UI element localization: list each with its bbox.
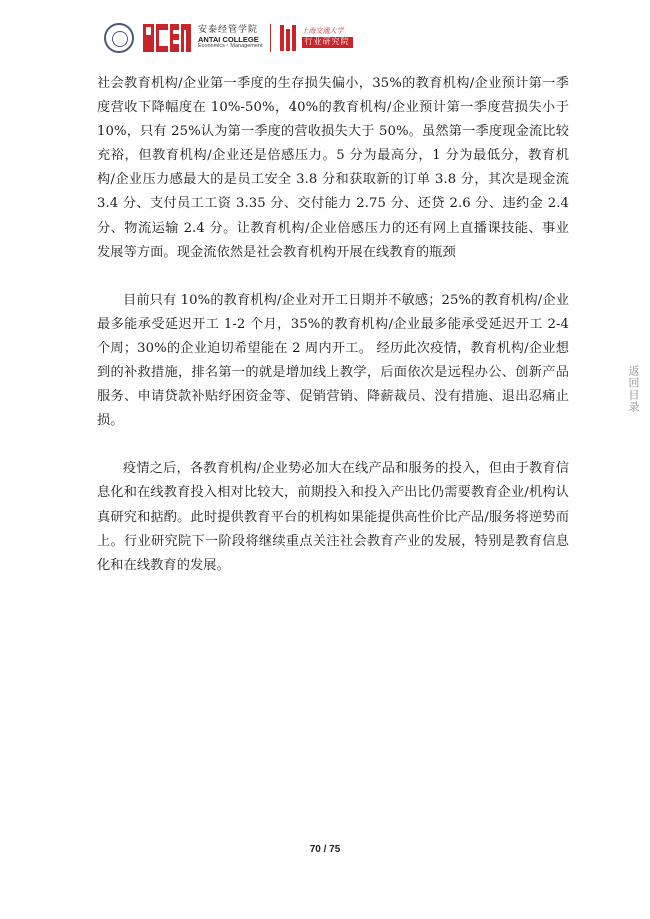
institute-name: 行业研究院 [302, 37, 353, 48]
institute-logo-icon [278, 23, 298, 53]
body-content [97, 72, 569, 578]
acem-logo-icon [142, 21, 192, 55]
back-to-contents-link[interactable]: 返回目录 [627, 365, 640, 413]
paragraph-3: 疫情之后，各教育机构/企业势必加大在线产品和服务的投入，但由于教育信息化和在线教育投入相对比较大，前期投入和投入产出比仍需要教育企业/机构认真研究和掂酌。此时提供教育平台的机构如果能提供高性价比产品/服务将逆势而上。行业研究院下一阶段将继续重点关注社会教育产业的发展，特别是教育信息化和在线教育的发展。 [97, 461, 569, 573]
logo-row [104, 20, 353, 56]
logo-divider [270, 24, 271, 52]
page-number: 70 / 75 [309, 844, 341, 855]
college-name-block [198, 26, 263, 49]
college-subtitle: Economics・Management [198, 42, 263, 49]
page-header [0, 0, 650, 70]
college-name-cn: 安泰经管学院 [198, 25, 259, 36]
institute-name-block [302, 28, 353, 48]
paragraph-1: 社会教育机构/企业第一季度的生存损失偏小，35%的教育机构/企业预计第一季度营收下降幅度在 10%-50%，40%的教育机构/企业预计第一季度营损失小于 10%，只有 25%认为第一季度的营收损失大于 50%。虽然第一季度现金流比较充裕，但教育机构/企业还是倍感压力。5 分为最高分，1 分为最低分，教育机构/企业压力感最大的是员工安全 3.8 分和获取新的订单 3.8 分，其次是现金流 3.4 分、支付员工工资 3.35 分、交付能力 2.75 分、还贷 2.6 分、违约金 2.4 分、物流运输 2.4 分。让教育机构/企业倍感压力的还有网上直播课技能、事业发展等方面。现金流依然是社会教育机构开展在线教育的瓶颈 [97, 76, 569, 260]
paragraph-2: 目前只有 10%的教育机构/企业对开工日期并不敏感；25%的教育机构/企业最多能承受延迟开工 1-2 个月，35%的教育机构/企业最多能承受延迟开工 2-4 个周；30%的企业迫切希望能在 2 周内开工。 经历此次疫情，教育机构/企业想到的补救措施，排名第一的就是增加线上教学，后面依次是远程办公、创新产品服务、申请贷款补贴纾困资金等、促销营销、降薪裁员、没有措施、退出忍痛止损。 [97, 292, 569, 429]
university-seal-icon [104, 23, 134, 53]
college-name-en: ANTAI COLLEGE [198, 34, 259, 44]
institute-university-name: 上海交通大学 [301, 26, 344, 35]
